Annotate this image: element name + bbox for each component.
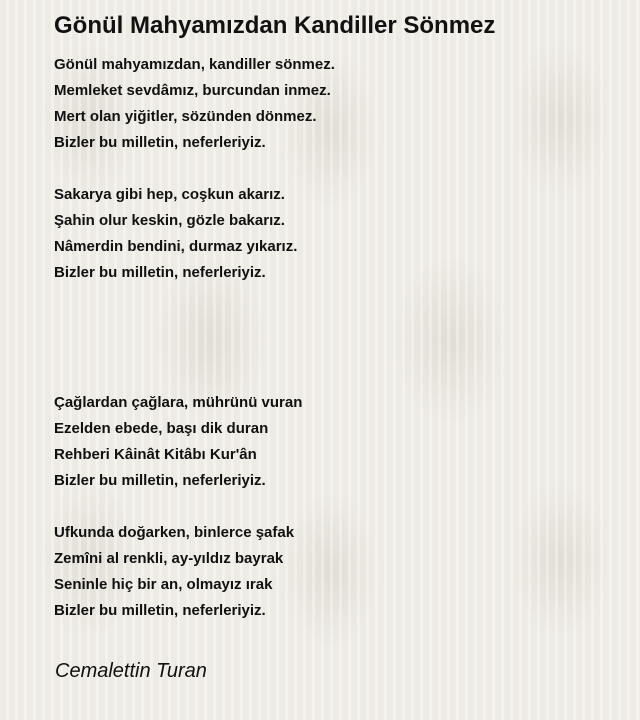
stanza-4 [54,520,624,624]
poem-line: Ufkunda doğarken, binlerce şafak [54,524,295,541]
stanza-spacer [54,494,624,520]
poem-author: Cemalettin Turan [55,660,207,682]
poem-line: Bizler bu milletin, neferleriyiz. [54,264,266,281]
poem-line: Sakarya gibi hep, coşkun akarız. [54,186,285,203]
poem-line: Bizler bu milletin, neferleriyiz. [54,602,266,619]
stanza-3 [54,390,624,494]
stanza-1 [54,52,624,156]
poem-line: Bizler bu milletin, neferleriyiz. [54,472,266,489]
poem-line: Zemîni al renkli, ay-yıldız bayrak [54,550,284,567]
poem-line: Bizler bu milletin, neferleriyiz. [54,134,266,151]
poem-line: Gönül mahyamızdan, kandiller sönmez. [54,56,335,73]
poem-line: Nâmerdin bendini, durmaz yıkarız. [54,238,298,255]
poem-line: Şahin olur keskin, gözle bakarız. [54,212,285,229]
poem-container [54,10,624,624]
poem-line: Çağlardan çağlara, mührünü vuran [54,394,303,411]
poem-title: Gönül Mahyamızdan Kandiller Sönmez [54,12,496,39]
poem-line: Mert olan yiğitler, sözünden dönmez. [54,108,317,125]
stanza-spacer [54,156,624,182]
stanza-spacer-large [54,286,624,390]
poem-line: Seninle hiç bir an, olmayız ırak [54,576,273,593]
stanza-2 [54,182,624,286]
poem-line: Ezelden ebede, başı dik duran [54,420,269,437]
poem-line: Memleket sevdâmız, burcundan inmez. [54,82,331,99]
poem-line: Rehberi Kâinât Kitâbı Kur'ân [54,446,257,463]
